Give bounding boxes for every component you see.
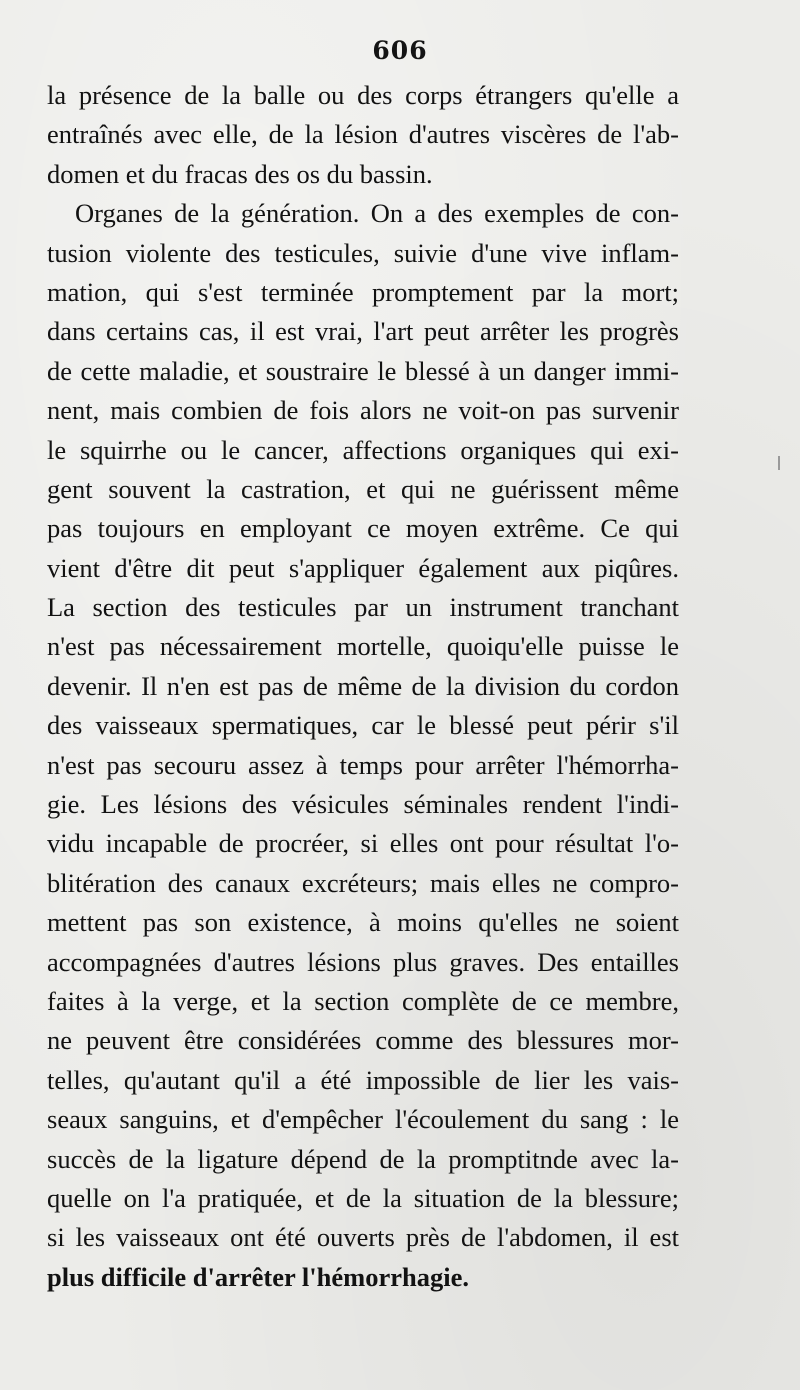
text-line: n'est pas nécessairement mortelle, quoiqu'elle puisse le [47, 631, 679, 662]
text-line: La section des testicules par un instrument tranchant [47, 592, 679, 623]
text-line: telles, qu'autant qu'il a été impossible de lier les vais- [47, 1064, 679, 1095]
text-line: n'est pas secouru assez à temps pour arrêter l'hémorrha- [47, 749, 679, 780]
text-line: nent, mais combien de fois alors ne voit-on pas survenir [47, 395, 679, 426]
text-line: vient d'être dit peut s'appliquer également aux piqûres. [47, 552, 679, 583]
text-line: faites à la verge, et la section complète de ce membre, [47, 985, 679, 1016]
text-line: quelle on l'a pratiquée, et de la situation de la blessure; [47, 1182, 679, 1213]
section-heading-line: Organes de la génération. On a des exemples de con- [75, 198, 679, 229]
text-line: succès de la ligature dépend de la promptitnde avec la- [47, 1143, 679, 1174]
text-line: gie. Les lésions des vésicules séminales rendent l'indi- [47, 789, 679, 820]
text-line: la présence de la balle ou des corps étrangers qu'elle a [47, 80, 679, 110]
body-text [47, 76, 679, 1297]
text-line: devenir. Il n'en est pas de même de la division du cordon [47, 670, 679, 701]
text-line: pas toujours en employant ce moyen extrême. Ce qui [47, 513, 679, 544]
text-line: tusion violente des testicules, suivie d'une vive inflam- [47, 237, 679, 268]
text-line: accompagnées d'autres lésions plus graves. Des entailles [47, 946, 679, 977]
text-line: domen et du fracas des os du bassin. [47, 158, 433, 189]
text-line: plus difficile d'arrêter l'hémorrhagie. [47, 1261, 469, 1292]
text-line: seaux sanguins, et d'empêcher l'écoulement du sang : le [47, 1104, 679, 1135]
text-line: mation, qui s'est terminée promptement par la mort; [47, 276, 679, 307]
text-line: blitération des canaux excréteurs; mais elles ne compro- [47, 867, 679, 898]
text-line: de cette maladie, et soustraire le blessé à un danger immi- [47, 355, 679, 386]
text-line: le squirrhe ou le cancer, affections organiques qui exi- [47, 434, 679, 465]
margin-mark [778, 456, 780, 470]
text-line: gent souvent la castration, et qui ne guérissent même [47, 473, 679, 504]
text-line: mettent pas son existence, à moins qu'elles ne soient [47, 907, 679, 938]
text-line: vidu incapable de procréer, si elles ont pour résultat l'o- [47, 828, 679, 859]
text-line: si les vaisseaux ont été ouverts près de l'abdomen, il est [47, 1222, 679, 1253]
page-number: 606 [372, 36, 428, 65]
text-line: ne peuvent être considérées comme des blessures mor- [47, 1025, 679, 1056]
text-line: des vaisseaux spermatiques, car le blessé peut périr s'il [47, 710, 679, 741]
text-line: dans certains cas, il est vrai, l'art peut arrêter les progrès [47, 316, 679, 347]
text-line: entraînés avec elle, de la lésion d'autres viscères de l'ab- [47, 119, 679, 150]
